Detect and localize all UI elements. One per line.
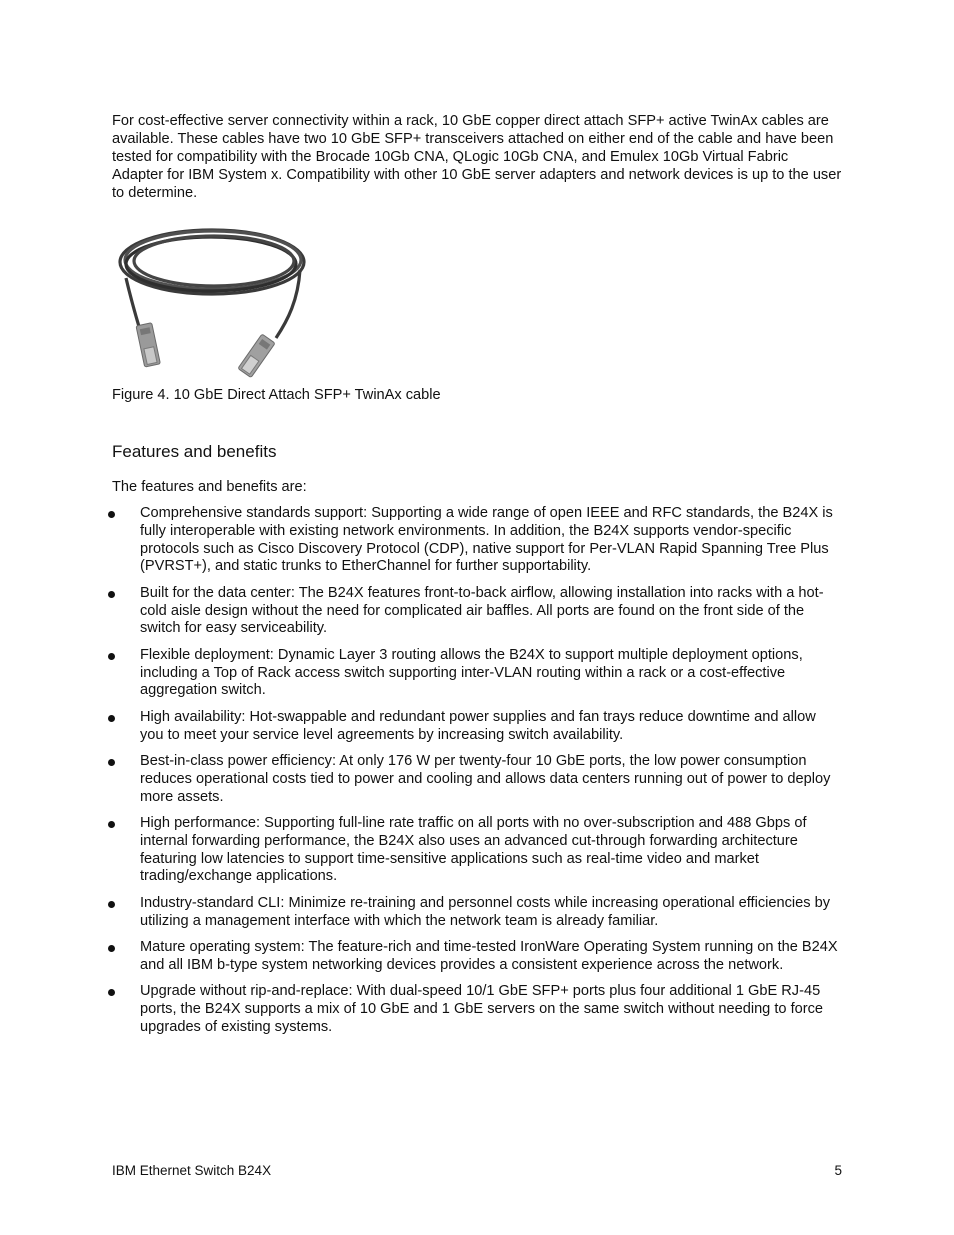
bullet-icon	[108, 901, 115, 908]
bullet-icon	[108, 653, 115, 660]
bullet-icon	[108, 821, 115, 828]
features-list	[112, 505, 842, 1036]
list-item	[112, 647, 842, 700]
section-lead: The features and benefits are:	[112, 479, 307, 495]
intro-paragraph: For cost-effective server connectivity within a rack, 10 GbE copper direct attach SFP+ active TwinAx cables are available. These cables have two 10 GbE SFP+ transceivers attached on either end of the cable and have been tested for compatibility with the Brocade 10Gb CNA, QLogic 10Gb CNA, and Emulex 10Gb Virtual Fabric Adapter for IBM System x. Compatibility with other 10 GbE server adapters and network devices is up to the user to determine.	[112, 113, 842, 201]
list-item-text: Upgrade without rip-and-replace: With dual-speed 10/1 GbE SFP+ ports plus four additional 1 GbE RJ-45 ports, the B24X supports a mix of 10 GbE and 1 GbE servers on the same switch without needing to force upgrades of existing systems.	[140, 983, 824, 1035]
list-item	[112, 983, 842, 1036]
list-item	[112, 815, 842, 886]
list-item-text: Best-in-class power efficiency: At only 176 W per twenty-four 10 GbE ports, the low power consumption reduces operational costs tied to power and cooling and allows data centers running out of power to deploy more assets.	[140, 752, 831, 805]
list-item	[112, 895, 842, 931]
bullet-icon	[108, 591, 115, 598]
bullet-icon	[108, 945, 115, 952]
list-item-text: High performance: Supporting full-line rate traffic on all ports with no over-subscription and 488 Gbps of internal forwarding performance, the B24X also uses an advanced cut-through forwarding architecture featuring low latencies to support time-sensitive applications such as real-time video and market trading/exchange applications.	[140, 814, 807, 885]
list-item-text: Built for the data center: The B24X features front-to-back airflow, allowing installation into racks with a hot-cold aisle design without the need for complicated air baffles. All ports are found on the front side of the switch for easy serviceability.	[140, 584, 824, 637]
footer-title: IBM Ethernet Switch B24X	[112, 1163, 272, 1178]
figure-caption: Figure 4. 10 GbE Direct Attach SFP+ TwinAx cable	[112, 387, 441, 403]
bullet-icon	[108, 989, 115, 996]
bullet-icon	[108, 511, 115, 518]
twinax-cable-image	[112, 220, 312, 380]
list-item-text: Industry-standard CLI: Minimize re-training and personnel costs while increasing operational efficiencies by utilizing a management interface with which the network team is already familiar.	[140, 894, 831, 929]
list-item-text: Mature operating system: The feature-rich and time-tested IronWare Operating System running on the B24X and all IBM b-type system networking devices provides a consistent experience across the network.	[140, 938, 838, 973]
list-item-text: High availability: Hot-swappable and redundant power supplies and fan trays reduce downtime and allow you to meet your service level agreements by increasing switch availability.	[140, 708, 816, 743]
bullet-icon	[108, 759, 115, 766]
list-item	[112, 505, 842, 576]
list-item	[112, 585, 842, 638]
list-item	[112, 753, 842, 806]
page-number: 5	[834, 1163, 842, 1178]
section-heading: Features and benefits	[112, 442, 277, 461]
list-item	[112, 939, 842, 975]
list-item	[112, 709, 842, 745]
page-content	[112, 112, 842, 1045]
bullet-icon	[108, 715, 115, 722]
list-item-text: Flexible deployment: Dynamic Layer 3 routing allows the B24X to support multiple deployment options, including a Top of Rack access switch supporting inter-VLAN routing within a rack or a cost-effective aggregation switch.	[140, 646, 803, 699]
page-footer	[112, 1162, 842, 1179]
list-item-text: Comprehensive standards support: Supporting a wide range of open IEEE and RFC standards, the B24X is fully interoperable with existing network environments. In addition, the B24X supports vendor-specific protocols such as Cisco Discovery Protocol (CDP), native support for Per-VLAN Rapid Spanning Tree Plus (PVRST+), and static trunks to EtherChannel for further supportability.	[140, 505, 833, 575]
